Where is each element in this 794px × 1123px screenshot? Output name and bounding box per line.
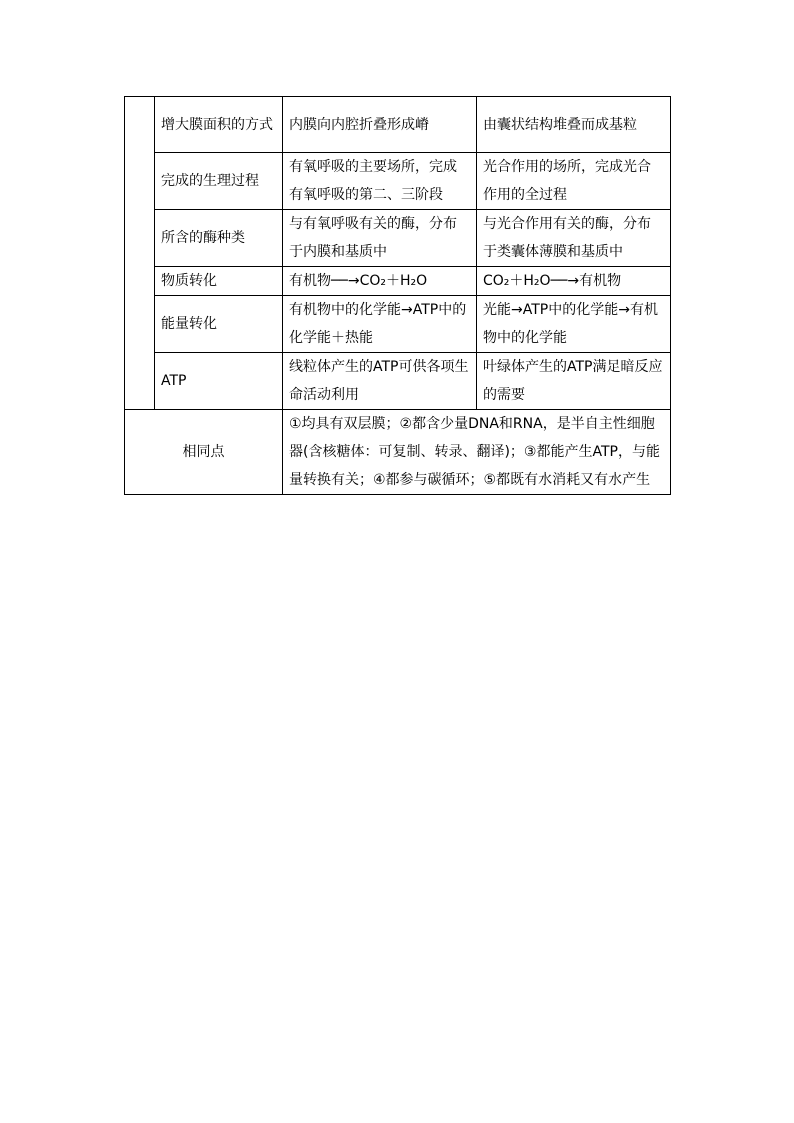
row-label-energy-conversion: 能量转化	[155, 296, 283, 353]
row-label-membrane-area: 增大膜面积的方式	[155, 97, 283, 153]
mitochondria-material-conversion: 有机物──→CO₂＋H₂O	[283, 267, 477, 296]
similarities-text: ①均具有双层膜；②都含少量DNA和RNA，是半自主性细胞器(含核糖体：可复制、转录、翻译)；③都能产生ATP，与能量转换有关；④都参与碳循环；⑤都既有水消耗又有水产生	[283, 410, 671, 495]
row-label-enzymes: 所含的酶种类	[155, 210, 283, 267]
comparison-table	[124, 96, 671, 495]
table-row	[125, 210, 671, 267]
table-row	[125, 97, 671, 153]
table-row	[125, 410, 671, 495]
similarities-label: 相同点	[125, 410, 283, 495]
mitochondria-physiological-process: 有氧呼吸的主要场所，完成有氧呼吸的第二、三阶段	[283, 153, 477, 210]
mitochondria-membrane-area: 内膜向内腔折叠形成嵴	[283, 97, 477, 153]
table-row	[125, 153, 671, 210]
row-label-material-conversion: 物质转化	[155, 267, 283, 296]
chloroplast-material-conversion: CO₂＋H₂O──→有机物	[477, 267, 671, 296]
mitochondria-energy-conversion: 有机物中的化学能→ATP中的化学能＋热能	[283, 296, 477, 353]
table-row	[125, 296, 671, 353]
chloroplast-atp: 叶绿体产生的ATP满足暗反应的需要	[477, 353, 671, 410]
row-label-physiological-process: 完成的生理过程	[155, 153, 283, 210]
chloroplast-physiological-process: 光合作用的场所，完成光合作用的全过程	[477, 153, 671, 210]
chloroplast-membrane-area: 由囊状结构堆叠而成基粒	[477, 97, 671, 153]
chloroplast-energy-conversion: 光能→ATP中的化学能→有机物中的化学能	[477, 296, 671, 353]
table-row	[125, 267, 671, 296]
chloroplast-enzymes: 与光合作用有关的酶，分布于类囊体薄膜和基质中	[477, 210, 671, 267]
mitochondria-atp: 线粒体产生的ATP可供各项生命活动利用	[283, 353, 477, 410]
differences-group-cell	[125, 97, 155, 410]
table-row	[125, 353, 671, 410]
row-label-atp: ATP	[155, 353, 283, 410]
mitochondria-enzymes: 与有氧呼吸有关的酶，分布于内膜和基质中	[283, 210, 477, 267]
